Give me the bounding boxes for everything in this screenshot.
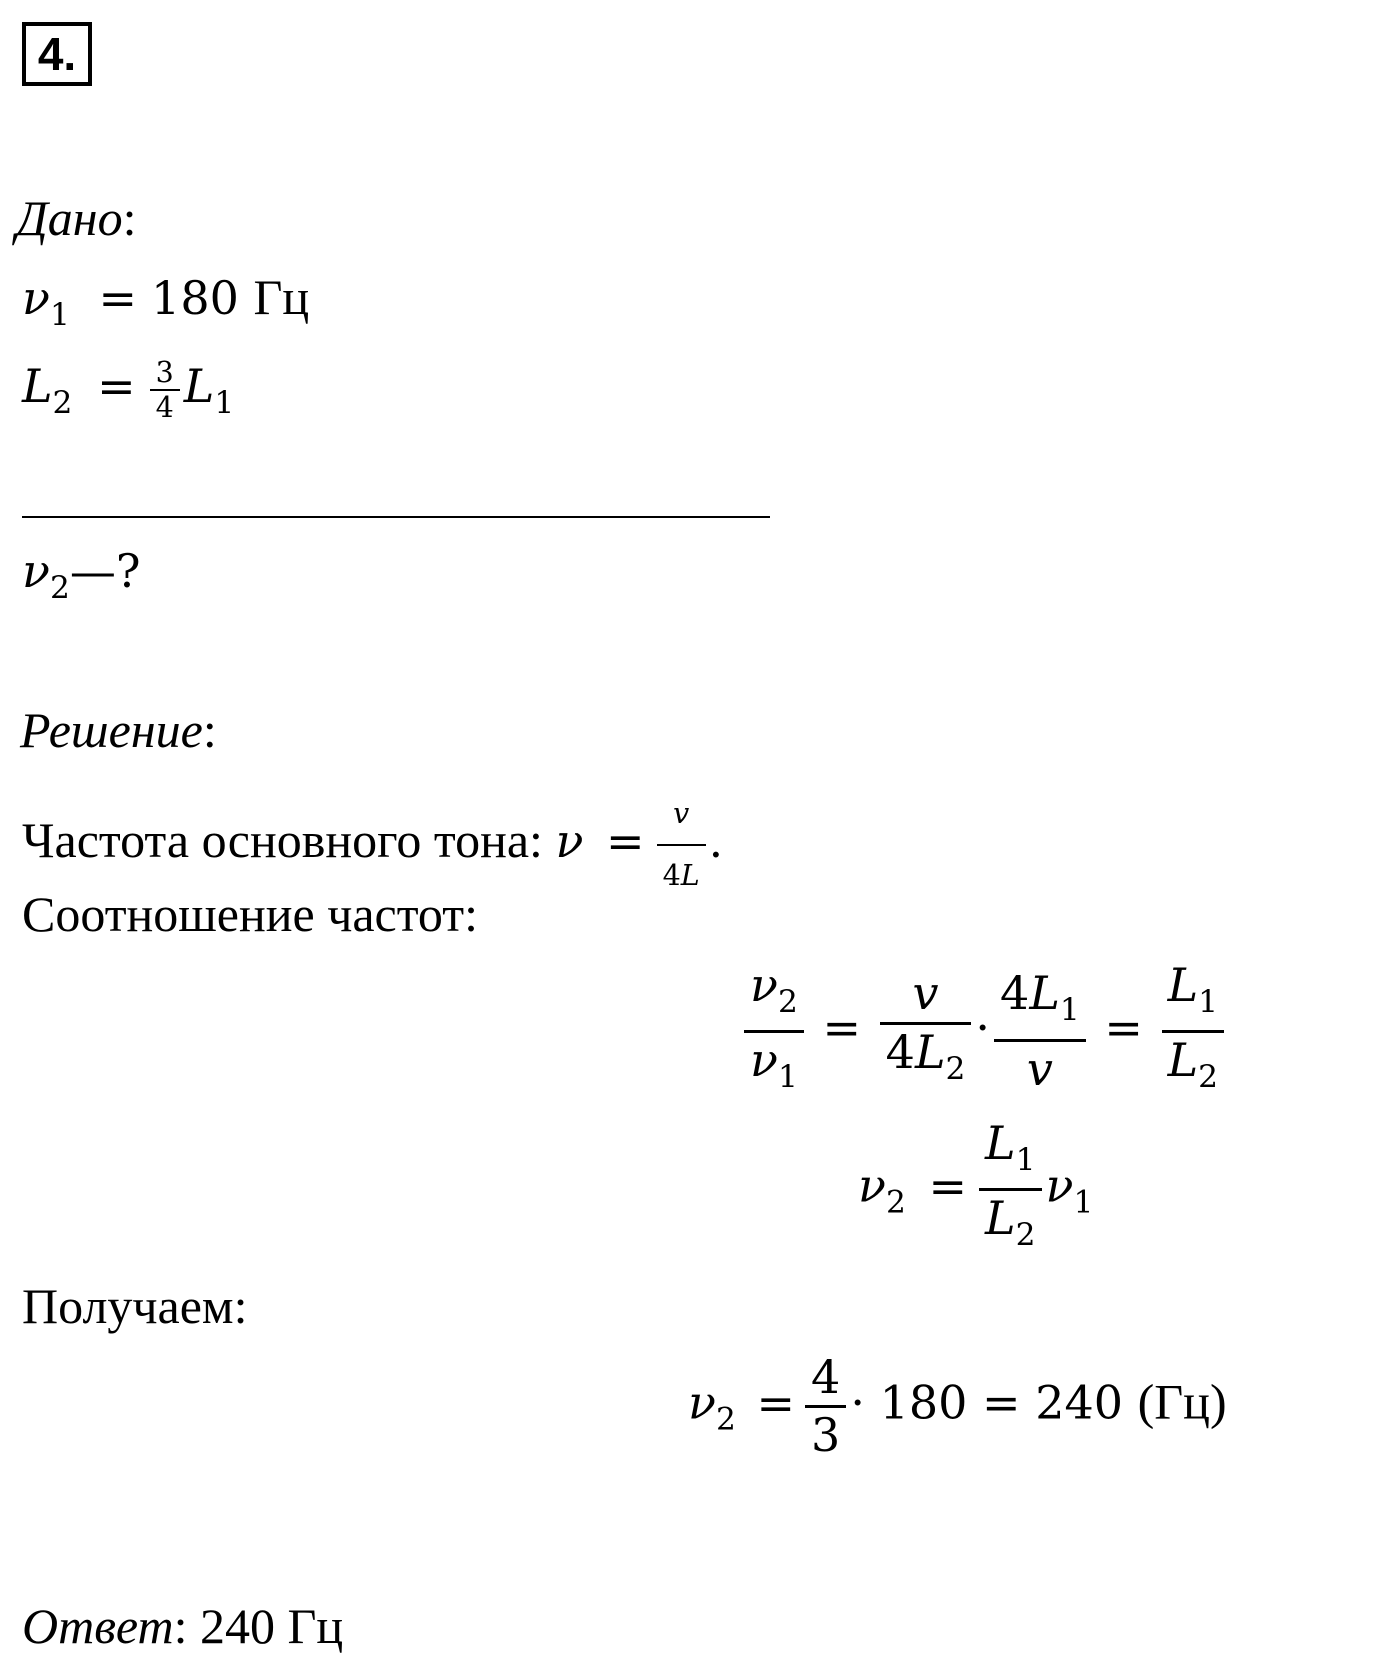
solution-heading (20, 700, 217, 760)
L-symbol: L (985, 1191, 1016, 1246)
equals-sign: = (822, 1000, 862, 1055)
unit-hz: Гц (253, 269, 310, 325)
fraction-numerator: 4 (805, 1350, 846, 1408)
equals-sign: = (97, 359, 136, 413)
fraction-4-3 (805, 1350, 846, 1463)
fraction-3-4 (150, 356, 180, 424)
subscript-2: 2 (1198, 1059, 1219, 1096)
equals-sign: = (982, 1375, 1021, 1430)
coef-4: 4 (885, 1024, 915, 1079)
L-symbol: L (1167, 958, 1199, 1012)
equals-sign: = (1104, 1000, 1143, 1055)
subscript-1: 1 (1073, 1184, 1094, 1221)
L-symbol: L (914, 1024, 946, 1079)
nu-symbol: ν (858, 1158, 886, 1213)
fraction-denominator: v (1026, 1041, 1053, 1096)
given-divider (22, 516, 770, 518)
multiply-dot: · (850, 1375, 865, 1430)
L-symbol: L (183, 359, 215, 413)
nu2-equation (858, 1116, 1093, 1263)
find-question: —? (69, 544, 141, 598)
fraction-numerator: v (880, 966, 972, 1024)
solution-line-ratio: Соотношение частот: (22, 886, 479, 942)
L-symbol: L (1167, 1033, 1199, 1088)
subscript-2: 2 (885, 1184, 906, 1221)
nu-symbol: ν (1045, 1158, 1074, 1213)
fraction-L1-L2 (1162, 958, 1224, 1105)
L-symbol: L (985, 1116, 1016, 1170)
equals-sign: = (98, 271, 138, 325)
fraction-denominator: 4 (155, 391, 174, 424)
subscript-1: 1 (1198, 983, 1219, 1020)
frequency-text: Частота основного тона: (22, 812, 543, 868)
equals-sign: = (606, 814, 645, 868)
solution-line-result: Получаем: (22, 1278, 248, 1334)
subscript-1: 1 (777, 1059, 798, 1096)
solution-heading-text: Решение (20, 702, 203, 758)
nu-symbol: ν (750, 958, 778, 1012)
fraction-nu2-nu1 (744, 958, 804, 1105)
subscript-1: 1 (49, 296, 70, 333)
fraction-numerator: v (657, 784, 706, 846)
subscript-2: 2 (1015, 1217, 1036, 1254)
fraction-denominator: 3 (811, 1408, 841, 1463)
nu-symbol: ν (22, 544, 50, 598)
fraction-numerator: 3 (150, 356, 180, 391)
final-equation (688, 1350, 1227, 1463)
equals-sign: = (756, 1375, 796, 1430)
value-180: 180 (879, 1375, 968, 1430)
fraction-L1-L2 (979, 1116, 1041, 1263)
subscript-2: 2 (49, 569, 70, 606)
answer-value: 240 Гц (199, 1598, 344, 1654)
given-heading-colon: : (122, 190, 137, 246)
answer-line (22, 1596, 343, 1656)
equals-sign: = (928, 1158, 968, 1213)
given-value-180: 180 (151, 271, 239, 325)
ratio-equation (740, 958, 1228, 1105)
solution-heading-colon: : (202, 702, 217, 758)
nu-symbol: ν (688, 1375, 716, 1430)
given-nu1 (22, 268, 309, 333)
L-symbol: L (1029, 966, 1060, 1021)
subscript-1: 1 (1059, 992, 1080, 1029)
result-240: 240 (1035, 1375, 1123, 1430)
fraction-v-4L2 (880, 966, 972, 1096)
fraction-den-coef: 4 (662, 859, 681, 892)
sentence-end: . (709, 812, 723, 868)
unit-hz-parens: (Гц) (1137, 1373, 1227, 1430)
answer-heading: Ответ (22, 1598, 174, 1654)
nu-symbol: ν (555, 814, 584, 868)
coef-4: 4 (1000, 966, 1030, 1021)
subscript-2: 2 (52, 384, 73, 421)
answer-colon: : (173, 1598, 188, 1654)
nu-symbol: ν (22, 271, 50, 325)
problem-number: 4. (22, 22, 92, 86)
L-symbol: L (22, 359, 53, 413)
given-heading (16, 188, 137, 248)
fraction-v-4L (657, 784, 706, 906)
fraction-den-L: L (680, 859, 700, 892)
nu-symbol: ν (750, 1033, 778, 1088)
given-heading-text: Дано (16, 190, 123, 246)
find-nu2 (22, 544, 141, 606)
subscript-2: 2 (715, 1401, 736, 1438)
subscript-2: 2 (945, 1050, 966, 1087)
subscript-2: 2 (777, 983, 798, 1020)
fraction-4L1-v (994, 966, 1086, 1096)
subscript-1: 1 (214, 384, 235, 421)
multiply-dot: · (975, 1000, 991, 1055)
subscript-1: 1 (1015, 1141, 1036, 1178)
given-L2 (22, 356, 234, 424)
